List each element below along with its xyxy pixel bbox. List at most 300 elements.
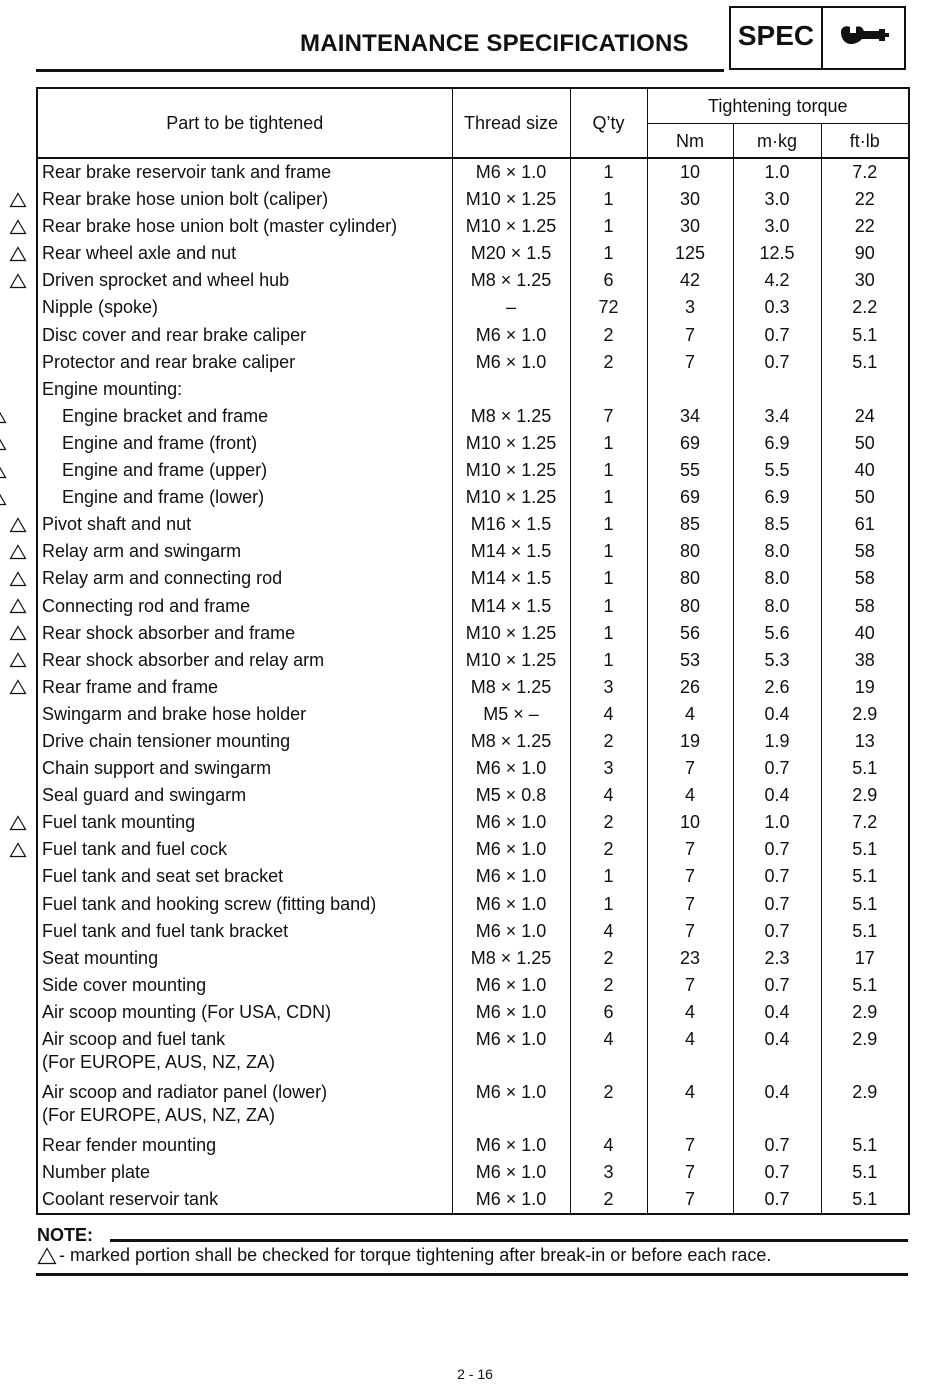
torque-mkg-cell: 2.3 <box>733 945 821 972</box>
torque-ftlb-cell: 2.9 <box>821 1079 909 1132</box>
triangle-icon <box>0 430 8 457</box>
quantity-cell: 2 <box>570 728 647 755</box>
torque-nm-cell: 7 <box>647 1186 733 1214</box>
torque-nm-cell: 7 <box>647 918 733 945</box>
part-label: Air scoop mounting (For USA, CDN) <box>42 1001 332 1022</box>
triangle-icon <box>8 213 28 240</box>
torque-mkg-cell: 1.9 <box>733 728 821 755</box>
torque-nm-cell: 19 <box>647 728 733 755</box>
part-label: Driven sprocket and wheel hub <box>42 270 290 291</box>
torque-nm-cell: 30 <box>647 186 733 213</box>
quantity-cell: 1 <box>570 186 647 213</box>
torque-mkg-cell: 1.0 <box>733 158 821 186</box>
note-rule-bottom <box>36 1273 908 1276</box>
note-body: - marked portion shall be checked for torque tightening after break-in or before each race. <box>59 1245 772 1265</box>
part-cell <box>37 158 452 186</box>
torque-mkg-cell: 3.0 <box>733 213 821 240</box>
torque-mkg-cell: 12.5 <box>733 240 821 267</box>
torque-mkg-cell: 0.7 <box>733 1132 821 1159</box>
torque-nm-cell: 55 <box>647 457 733 484</box>
torque-ftlb-cell: 5.1 <box>821 1159 909 1186</box>
quantity-cell: 3 <box>570 1159 647 1186</box>
header-quantity: Q’ty <box>570 88 647 158</box>
thread-size-cell: M6 × 1.0 <box>452 158 570 186</box>
torque-ftlb-cell: 5.1 <box>821 322 909 349</box>
torque-ftlb-cell: 7.2 <box>821 158 909 186</box>
torque-nm-cell: 7 <box>647 755 733 782</box>
quantity-cell: 2 <box>570 349 647 376</box>
table-row <box>37 999 909 1026</box>
torque-mkg-cell: 0.7 <box>733 863 821 890</box>
thread-size-cell: M6 × 1.0 <box>452 972 570 999</box>
quantity-cell: 2 <box>570 322 647 349</box>
torque-nm-cell: 30 <box>647 213 733 240</box>
part-label: Drive chain tensioner mounting <box>42 730 291 751</box>
table-row <box>37 511 909 538</box>
torque-ftlb-cell: 40 <box>821 620 909 647</box>
triangle-icon <box>8 186 28 213</box>
thread-size-cell: M14 × 1.5 <box>452 565 570 592</box>
torque-ftlb-cell: 2.9 <box>821 701 909 728</box>
quantity-cell: 1 <box>570 538 647 565</box>
note-text <box>37 1245 771 1266</box>
quantity-cell: 1 <box>570 565 647 592</box>
thread-size-cell: M6 × 1.0 <box>452 809 570 836</box>
header-mkg: m·kg <box>733 124 821 159</box>
triangle-icon <box>8 538 28 565</box>
thread-size-cell: M6 × 1.0 <box>452 836 570 863</box>
torque-mkg-cell: 0.7 <box>733 1159 821 1186</box>
torque-mkg-cell: 3.0 <box>733 186 821 213</box>
quantity-cell: 2 <box>570 972 647 999</box>
quantity-cell: 6 <box>570 999 647 1026</box>
torque-nm-cell: 7 <box>647 1132 733 1159</box>
part-label: Engine and frame (upper) <box>62 460 268 481</box>
thread-size-cell: M6 × 1.0 <box>452 1132 570 1159</box>
part-cell <box>37 891 452 918</box>
table-row <box>37 457 909 484</box>
torque-mkg-cell: 0.7 <box>733 322 821 349</box>
quantity-cell: 2 <box>570 836 647 863</box>
part-cell <box>37 782 452 809</box>
torque-spec-table <box>36 87 910 1215</box>
thread-size-cell: – <box>452 294 570 321</box>
quantity-cell: 2 <box>570 809 647 836</box>
part-label: Seal guard and swingarm <box>42 785 247 806</box>
thread-size-cell: M6 × 1.0 <box>452 755 570 782</box>
torque-mkg-cell: 5.3 <box>733 647 821 674</box>
table-row <box>37 972 909 999</box>
part-cell <box>37 565 452 592</box>
table-row <box>37 728 909 755</box>
quantity-cell: 1 <box>570 430 647 457</box>
torque-ftlb-cell: 58 <box>821 593 909 620</box>
quantity-cell: 1 <box>570 240 647 267</box>
torque-nm-cell <box>647 376 733 403</box>
torque-nm-cell: 7 <box>647 891 733 918</box>
thread-size-cell: M6 × 1.0 <box>452 1186 570 1214</box>
torque-nm-cell: 3 <box>647 294 733 321</box>
quantity-cell: 6 <box>570 267 647 294</box>
table-row <box>37 755 909 782</box>
part-label: Engine mounting: <box>42 378 183 399</box>
part-label: Nipple (spoke) <box>42 297 159 318</box>
part-cell <box>37 728 452 755</box>
part-cell <box>37 701 452 728</box>
torque-ftlb-cell: 5.1 <box>821 918 909 945</box>
torque-ftlb-cell: 5.1 <box>821 891 909 918</box>
section-badge <box>729 6 906 70</box>
torque-mkg-cell: 0.4 <box>733 999 821 1026</box>
page-title: MAINTENANCE SPECIFICATIONS <box>300 30 689 57</box>
thread-size-cell: M6 × 1.0 <box>452 322 570 349</box>
quantity-cell: 1 <box>570 158 647 186</box>
part-cell <box>37 863 452 890</box>
torque-nm-cell: 69 <box>647 484 733 511</box>
part-cell <box>37 484 452 511</box>
part-label: Fuel tank and seat set bracket <box>42 866 284 887</box>
part-label: Side cover mounting <box>42 974 207 995</box>
torque-mkg-cell: 5.6 <box>733 620 821 647</box>
thread-size-cell: M6 × 1.0 <box>452 349 570 376</box>
part-label: Disc cover and rear brake caliper <box>42 324 307 345</box>
torque-nm-cell: 80 <box>647 593 733 620</box>
table-row <box>37 484 909 511</box>
part-cell <box>37 918 452 945</box>
part-label: Engine and frame (lower) <box>62 487 265 508</box>
torque-mkg-cell: 4.2 <box>733 267 821 294</box>
part-label: Number plate <box>42 1162 151 1183</box>
torque-mkg-cell: 0.7 <box>733 918 821 945</box>
part-label: Relay arm and swingarm <box>42 541 242 562</box>
table-row <box>37 267 909 294</box>
quantity-cell: 72 <box>570 294 647 321</box>
table-row <box>37 1159 909 1186</box>
part-label: Fuel tank and fuel tank bracket <box>42 920 289 941</box>
table-row <box>37 701 909 728</box>
triangle-icon <box>0 457 8 484</box>
torque-ftlb-cell: 24 <box>821 403 909 430</box>
torque-nm-cell: 42 <box>647 267 733 294</box>
triangle-icon <box>8 620 28 647</box>
table-row <box>37 1026 909 1079</box>
torque-ftlb-cell: 2.9 <box>821 1026 909 1079</box>
table-row <box>37 565 909 592</box>
torque-nm-cell: 80 <box>647 538 733 565</box>
part-label: Fuel tank and fuel cock <box>42 839 228 860</box>
torque-nm-cell: 4 <box>647 782 733 809</box>
part-cell <box>37 593 452 620</box>
quantity-cell: 1 <box>570 457 647 484</box>
part-label: Seat mounting <box>42 947 159 968</box>
torque-ftlb-cell: 61 <box>821 511 909 538</box>
header-nm: Nm <box>647 124 733 159</box>
header-thread-size: Thread size <box>452 88 570 158</box>
note-rule-top <box>110 1239 908 1242</box>
quantity-cell: 4 <box>570 918 647 945</box>
torque-ftlb-cell: 5.1 <box>821 836 909 863</box>
table-row <box>37 158 909 186</box>
part-label: Rear shock absorber and frame <box>42 622 296 643</box>
torque-ftlb-cell: 50 <box>821 484 909 511</box>
triangle-icon <box>8 809 28 836</box>
table-row <box>37 1186 909 1214</box>
part-cell <box>37 836 452 863</box>
torque-ftlb-cell: 58 <box>821 565 909 592</box>
part-label: Engine bracket and frame <box>62 405 269 426</box>
thread-size-cell: M8 × 1.25 <box>452 403 570 430</box>
quantity-cell: 1 <box>570 891 647 918</box>
part-cell <box>37 267 452 294</box>
torque-nm-cell: 7 <box>647 1159 733 1186</box>
table-row <box>37 647 909 674</box>
torque-ftlb-cell: 5.1 <box>821 1132 909 1159</box>
part-cell <box>37 945 452 972</box>
table-row <box>37 294 909 321</box>
table-row <box>37 403 909 430</box>
thread-size-cell: M8 × 1.25 <box>452 945 570 972</box>
thread-size-cell: M10 × 1.25 <box>452 430 570 457</box>
part-label: Air scoop and fuel tank (For EUROPE, AUS, NZ, ZA) <box>42 1029 276 1072</box>
triangle-icon <box>8 593 28 620</box>
part-label: Fuel tank and hooking screw (fitting band) <box>42 893 377 914</box>
quantity-cell: 7 <box>570 403 647 430</box>
torque-nm-cell: 7 <box>647 349 733 376</box>
quantity-cell: 1 <box>570 484 647 511</box>
thread-size-cell: M6 × 1.0 <box>452 891 570 918</box>
part-cell <box>37 1186 452 1214</box>
torque-nm-cell: 80 <box>647 565 733 592</box>
thread-size-cell: M10 × 1.25 <box>452 484 570 511</box>
page-number: 2 - 16 <box>457 1366 493 1382</box>
table-row <box>37 538 909 565</box>
triangle-icon <box>0 403 8 430</box>
part-cell <box>37 674 452 701</box>
title-underline <box>36 69 724 72</box>
torque-ftlb-cell: 5.1 <box>821 349 909 376</box>
torque-mkg-cell: 8.0 <box>733 565 821 592</box>
table-row <box>37 430 909 457</box>
torque-nm-cell: 34 <box>647 403 733 430</box>
torque-nm-cell: 10 <box>647 809 733 836</box>
torque-mkg-cell: 0.7 <box>733 349 821 376</box>
part-cell <box>37 647 452 674</box>
torque-mkg-cell: 0.7 <box>733 755 821 782</box>
header-tightening-torque: Tightening torque <box>647 88 909 124</box>
torque-ftlb-cell: 40 <box>821 457 909 484</box>
thread-size-cell: M6 × 1.0 <box>452 1159 570 1186</box>
triangle-icon <box>8 511 28 538</box>
part-cell <box>37 240 452 267</box>
thread-size-cell: M6 × 1.0 <box>452 1079 570 1132</box>
part-label: Fuel tank mounting <box>42 812 196 833</box>
part-cell <box>37 349 452 376</box>
torque-mkg-cell: 2.6 <box>733 674 821 701</box>
table-row <box>37 376 909 403</box>
part-cell <box>37 999 452 1026</box>
table-row <box>37 918 909 945</box>
quantity-cell: 1 <box>570 593 647 620</box>
torque-nm-cell: 4 <box>647 701 733 728</box>
torque-mkg-cell: 0.4 <box>733 1079 821 1132</box>
quantity-cell: 1 <box>570 863 647 890</box>
torque-mkg-cell: 5.5 <box>733 457 821 484</box>
table-row <box>37 1132 909 1159</box>
quantity-cell: 2 <box>570 1079 647 1132</box>
part-label: Connecting rod and frame <box>42 595 251 616</box>
note-label: NOTE: <box>37 1225 93 1245</box>
part-label: Engine and frame (front) <box>62 432 258 453</box>
part-label: Swingarm and brake hose holder <box>42 703 307 724</box>
table-row <box>37 674 909 701</box>
table-row <box>37 213 909 240</box>
torque-ftlb-cell: 5.1 <box>821 1186 909 1214</box>
torque-mkg-cell: 0.7 <box>733 972 821 999</box>
table-row <box>37 620 909 647</box>
torque-ftlb-cell: 7.2 <box>821 809 909 836</box>
part-cell <box>37 186 452 213</box>
table-row <box>37 322 909 349</box>
torque-mkg-cell: 6.9 <box>733 484 821 511</box>
table-row <box>37 186 909 213</box>
thread-size-cell: M10 × 1.25 <box>452 186 570 213</box>
table-row <box>37 836 909 863</box>
part-label: Protector and rear brake caliper <box>42 351 296 372</box>
torque-mkg-cell: 0.7 <box>733 891 821 918</box>
torque-nm-cell: 7 <box>647 863 733 890</box>
part-cell <box>37 294 452 321</box>
thread-size-cell: M14 × 1.5 <box>452 593 570 620</box>
part-label: Rear brake hose union bolt (caliper) <box>42 189 329 210</box>
part-cell <box>37 1079 452 1132</box>
torque-nm-cell: 26 <box>647 674 733 701</box>
part-label: Rear fender mounting <box>42 1135 217 1155</box>
thread-size-cell: M8 × 1.25 <box>452 728 570 755</box>
torque-nm-cell: 23 <box>647 945 733 972</box>
torque-ftlb-cell: 2.2 <box>821 294 909 321</box>
part-label: Pivot shaft and nut <box>42 514 192 535</box>
table-body <box>37 158 909 1214</box>
torque-nm-cell: 7 <box>647 972 733 999</box>
header-part: Part to be tightened <box>37 88 452 158</box>
table-row <box>37 782 909 809</box>
part-cell <box>37 972 452 999</box>
table-row <box>37 809 909 836</box>
part-cell <box>37 376 452 403</box>
part-label: Rear brake reservoir tank and frame <box>42 162 332 182</box>
triangle-icon <box>8 836 28 863</box>
thread-size-cell <box>452 376 570 403</box>
thread-size-cell: M6 × 1.0 <box>452 918 570 945</box>
thread-size-cell: M6 × 1.0 <box>452 863 570 890</box>
torque-nm-cell: 85 <box>647 511 733 538</box>
torque-nm-cell: 7 <box>647 836 733 863</box>
quantity-cell: 1 <box>570 620 647 647</box>
torque-mkg-cell: 3.4 <box>733 403 821 430</box>
torque-ftlb-cell: 5.1 <box>821 863 909 890</box>
thread-size-cell: M5 × 0.8 <box>452 782 570 809</box>
torque-mkg-cell: 0.7 <box>733 836 821 863</box>
part-cell <box>37 755 452 782</box>
torque-ftlb-cell: 22 <box>821 213 909 240</box>
table-row <box>37 891 909 918</box>
torque-nm-cell: 56 <box>647 620 733 647</box>
part-cell <box>37 1159 452 1186</box>
torque-ftlb-cell <box>821 376 909 403</box>
triangle-icon <box>0 484 8 511</box>
quantity-cell: 1 <box>570 213 647 240</box>
torque-mkg-cell: 0.4 <box>733 782 821 809</box>
torque-mkg-cell: 8.5 <box>733 511 821 538</box>
torque-nm-cell: 4 <box>647 999 733 1026</box>
thread-size-cell: M10 × 1.25 <box>452 620 570 647</box>
part-cell <box>37 1132 452 1159</box>
part-cell <box>37 213 452 240</box>
quantity-cell: 4 <box>570 782 647 809</box>
torque-mkg-cell: 1.0 <box>733 809 821 836</box>
torque-ftlb-cell: 50 <box>821 430 909 457</box>
quantity-cell: 1 <box>570 511 647 538</box>
triangle-icon <box>8 565 28 592</box>
part-cell <box>37 430 452 457</box>
torque-mkg-cell: 0.4 <box>733 701 821 728</box>
torque-ftlb-cell: 90 <box>821 240 909 267</box>
part-cell <box>37 809 452 836</box>
thread-size-cell: M10 × 1.25 <box>452 647 570 674</box>
quantity-cell <box>570 376 647 403</box>
torque-nm-cell: 53 <box>647 647 733 674</box>
thread-size-cell: M6 × 1.0 <box>452 1026 570 1079</box>
part-label: Relay arm and connecting rod <box>42 568 283 589</box>
part-cell <box>37 403 452 430</box>
torque-ftlb-cell: 2.9 <box>821 782 909 809</box>
section-badge-label: SPEC <box>731 8 823 68</box>
thread-size-cell: M20 × 1.5 <box>452 240 570 267</box>
thread-size-cell: M5 × – <box>452 701 570 728</box>
torque-ftlb-cell: 5.1 <box>821 972 909 999</box>
part-label: Air scoop and radiator panel (lower) (For EUROPE, AUS, NZ, ZA) <box>42 1082 328 1125</box>
part-label: Rear brake hose union bolt (master cylinder) <box>42 216 398 237</box>
part-label: Rear wheel axle and nut <box>42 243 237 264</box>
thread-size-cell: M8 × 1.25 <box>452 267 570 294</box>
quantity-cell: 1 <box>570 647 647 674</box>
part-label: Rear shock absorber and relay arm <box>42 649 325 670</box>
thread-size-cell: M10 × 1.25 <box>452 457 570 484</box>
thread-size-cell: M14 × 1.5 <box>452 538 570 565</box>
table-row <box>37 349 909 376</box>
torque-ftlb-cell: 38 <box>821 647 909 674</box>
quantity-cell: 4 <box>570 701 647 728</box>
triangle-icon <box>37 1247 57 1265</box>
thread-size-cell: M8 × 1.25 <box>452 674 570 701</box>
torque-ftlb-cell: 5.1 <box>821 755 909 782</box>
torque-nm-cell: 69 <box>647 430 733 457</box>
torque-nm-cell: 10 <box>647 158 733 186</box>
table-row <box>37 240 909 267</box>
part-cell <box>37 457 452 484</box>
part-cell <box>37 620 452 647</box>
part-label: Rear frame and frame <box>42 676 219 697</box>
quantity-cell: 4 <box>570 1026 647 1079</box>
torque-ftlb-cell: 17 <box>821 945 909 972</box>
torque-mkg-cell <box>733 376 821 403</box>
thread-size-cell: M16 × 1.5 <box>452 511 570 538</box>
quantity-cell: 2 <box>570 945 647 972</box>
quantity-cell: 4 <box>570 1132 647 1159</box>
part-cell <box>37 1026 452 1079</box>
quantity-cell: 3 <box>570 674 647 701</box>
torque-ftlb-cell: 13 <box>821 728 909 755</box>
